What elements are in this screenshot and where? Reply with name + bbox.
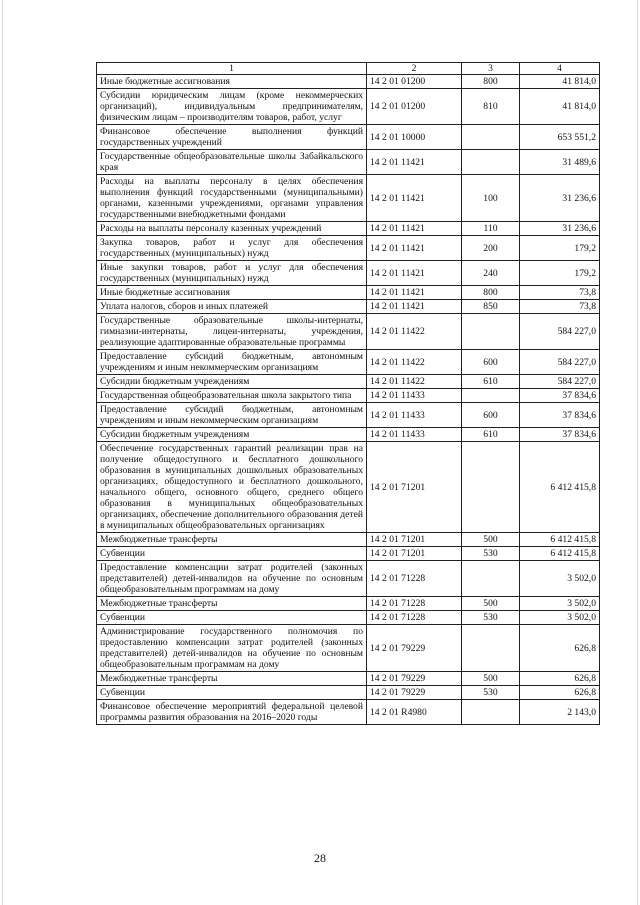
table-row bbox=[97, 533, 600, 547]
table-row bbox=[97, 261, 600, 286]
row-amount: 584 227,0 bbox=[520, 375, 600, 389]
row-target-code: 14 2 01 11422 bbox=[367, 314, 462, 350]
table-row bbox=[97, 611, 600, 625]
row-target-code: 14 2 01 71228 bbox=[367, 561, 462, 597]
table-row bbox=[97, 89, 600, 125]
row-expense-type: 500 bbox=[462, 672, 520, 686]
table-row bbox=[97, 403, 600, 428]
table-row bbox=[97, 442, 600, 533]
table-row bbox=[97, 389, 600, 403]
row-expense-type bbox=[462, 625, 520, 672]
row-name: Межбюджетные трансферты bbox=[97, 533, 367, 547]
row-amount: 3 502,0 bbox=[520, 597, 600, 611]
row-amount: 3 502,0 bbox=[520, 561, 600, 597]
row-name: Предоставление компенсации затрат родителей (законных представителей) детей-инвалидов на обучение по основным общеобразовательным программам на дому bbox=[97, 561, 367, 597]
row-name: Закупка товаров, работ и услуг для обеспечения государственных (муниципальных) нужд bbox=[97, 236, 367, 261]
row-name: Уплата налогов, сборов и иных платежей bbox=[97, 300, 367, 314]
budget-table bbox=[96, 62, 600, 725]
row-target-code: 14 2 01 79229 bbox=[367, 672, 462, 686]
row-expense-type: 240 bbox=[462, 261, 520, 286]
table-row bbox=[97, 125, 600, 150]
row-name: Обеспечение государственных гарантий реализации прав на получение общедоступного и бесплатного дошкольного образования в муниципальных дошкольных образовательных организациях, общедоступного и бесплатного дошкольного, начального общего, основного общего, среднего общего образования в муниципальных общеобразовательных организациях, обеспечение дополнительного образования детей в муниципальных общеобразовательных организациях bbox=[97, 442, 367, 533]
table-row bbox=[97, 561, 600, 597]
row-expense-type: 500 bbox=[462, 533, 520, 547]
row-target-code: 14 2 01 10000 bbox=[367, 125, 462, 150]
row-name: Иные бюджетные ассигнования bbox=[97, 286, 367, 300]
row-expense-type bbox=[462, 314, 520, 350]
row-target-code: 14 2 01 11421 bbox=[367, 286, 462, 300]
row-target-code: 14 2 01 11433 bbox=[367, 389, 462, 403]
row-amount: 31 236,6 bbox=[520, 175, 600, 222]
row-amount: 37 834,6 bbox=[520, 403, 600, 428]
row-target-code: 14 2 01 11421 bbox=[367, 150, 462, 175]
table-row bbox=[97, 314, 600, 350]
table-row bbox=[97, 625, 600, 672]
row-target-code: 14 2 01 11422 bbox=[367, 375, 462, 389]
header-col-1: 1 bbox=[97, 63, 367, 75]
table-row bbox=[97, 597, 600, 611]
row-amount: 179,2 bbox=[520, 261, 600, 286]
row-expense-type: 600 bbox=[462, 403, 520, 428]
row-expense-type: 530 bbox=[462, 547, 520, 561]
row-target-code: 14 2 01 01200 bbox=[367, 75, 462, 89]
table-header-row bbox=[97, 63, 600, 75]
table-row bbox=[97, 300, 600, 314]
row-name: Межбюджетные трансферты bbox=[97, 597, 367, 611]
row-expense-type: 200 bbox=[462, 236, 520, 261]
table-row bbox=[97, 236, 600, 261]
header-col-2: 2 bbox=[367, 63, 462, 75]
row-amount: 31 489,6 bbox=[520, 150, 600, 175]
row-name: Субвенции bbox=[97, 686, 367, 700]
row-amount: 73,8 bbox=[520, 286, 600, 300]
row-name: Субвенции bbox=[97, 547, 367, 561]
row-target-code: 14 2 01 71228 bbox=[367, 611, 462, 625]
row-expense-type: 800 bbox=[462, 286, 520, 300]
row-amount: 37 834,6 bbox=[520, 389, 600, 403]
table-row bbox=[97, 428, 600, 442]
row-name: Предоставление субсидий бюджетным, автономным учреждениям и иным некоммерческим организациям bbox=[97, 350, 367, 375]
row-expense-type bbox=[462, 389, 520, 403]
row-target-code: 14 2 01 79229 bbox=[367, 686, 462, 700]
row-name: Государственные общеобразовательные школы Забайкальского края bbox=[97, 150, 367, 175]
row-amount: 41 814,0 bbox=[520, 89, 600, 125]
row-amount: 6 412 415,8 bbox=[520, 533, 600, 547]
table-row bbox=[97, 222, 600, 236]
row-expense-type: 850 bbox=[462, 300, 520, 314]
row-name: Субвенции bbox=[97, 611, 367, 625]
row-target-code: 14 2 01 11433 bbox=[367, 403, 462, 428]
scan-edge-left bbox=[2, 0, 3, 905]
row-expense-type bbox=[462, 700, 520, 725]
row-target-code: 14 2 01 11421 bbox=[367, 222, 462, 236]
header-col-3: 3 bbox=[462, 63, 520, 75]
row-target-code: 14 2 01 01200 bbox=[367, 89, 462, 125]
page-number: 28 bbox=[314, 851, 326, 865]
row-name: Субсидии юридическим лицам (кроме некоммерческих организаций), индивидуальным предпринимателям, физическим лицам – производителям товаров, работ, услуг bbox=[97, 89, 367, 125]
row-amount: 3 502,0 bbox=[520, 611, 600, 625]
row-target-code: 14 2 01 71201 bbox=[367, 533, 462, 547]
row-target-code: 14 2 01 11421 bbox=[367, 261, 462, 286]
row-name: Иные закупки товаров, работ и услуг для обеспечения государственных (муниципальных) нужд bbox=[97, 261, 367, 286]
row-name: Предоставление субсидий бюджетным, автономным учреждениям и иным некоммерческим организациям bbox=[97, 403, 367, 428]
row-name: Государственная общеобразовательная школа закрытого типа bbox=[97, 389, 367, 403]
table-row bbox=[97, 75, 600, 89]
row-name: Расходы на выплаты персоналу в целях обеспечения выполнения функций государственными (муниципальными) органами, казенными учреждениями, органами управления государственными внебюджетными фондами bbox=[97, 175, 367, 222]
table-row bbox=[97, 286, 600, 300]
row-expense-type: 530 bbox=[462, 686, 520, 700]
table-row bbox=[97, 150, 600, 175]
row-expense-type: 800 bbox=[462, 75, 520, 89]
table-row bbox=[97, 375, 600, 389]
row-target-code: 14 2 01 11422 bbox=[367, 350, 462, 375]
row-target-code: 14 2 01 71201 bbox=[367, 547, 462, 561]
row-name: Расходы на выплаты персоналу казенных учреждений bbox=[97, 222, 367, 236]
row-amount: 41 814,0 bbox=[520, 75, 600, 89]
row-target-code: 14 2 01 R4980 bbox=[367, 700, 462, 725]
row-amount: 2 143,0 bbox=[520, 700, 600, 725]
row-amount: 653 551,2 bbox=[520, 125, 600, 150]
row-amount: 6 412 415,8 bbox=[520, 547, 600, 561]
row-target-code: 14 2 01 71201 bbox=[367, 442, 462, 533]
row-expense-type: 600 bbox=[462, 350, 520, 375]
row-name: Администрирование государственного полномочия по предоставлению компенсации затрат родителей (законных представителей) детей-инвалидов на обучение по основным общеобразовательным программам на дому bbox=[97, 625, 367, 672]
row-name: Государственные образовательные школы-интернаты, гимназии-интернаты, лицеи-интернаты, учреждения, реализующие адаптированные образовательные программы bbox=[97, 314, 367, 350]
row-amount: 626,8 bbox=[520, 672, 600, 686]
row-target-code: 14 2 01 11421 bbox=[367, 236, 462, 261]
scan-edge-right bbox=[637, 0, 638, 905]
row-expense-type bbox=[462, 125, 520, 150]
table-row bbox=[97, 686, 600, 700]
row-amount: 584 227,0 bbox=[520, 314, 600, 350]
row-name: Финансовое обеспечение выполнения функций государственных учреждений bbox=[97, 125, 367, 150]
row-expense-type: 110 bbox=[462, 222, 520, 236]
row-target-code: 14 2 01 11421 bbox=[367, 300, 462, 314]
row-target-code: 14 2 01 11421 bbox=[367, 175, 462, 222]
row-target-code: 14 2 01 71228 bbox=[367, 597, 462, 611]
row-expense-type: 500 bbox=[462, 597, 520, 611]
row-name: Субсидии бюджетным учреждениям bbox=[97, 428, 367, 442]
header-col-4: 4 bbox=[520, 63, 600, 75]
table-row bbox=[97, 672, 600, 686]
row-amount: 73,8 bbox=[520, 300, 600, 314]
row-amount: 626,8 bbox=[520, 686, 600, 700]
table-row bbox=[97, 350, 600, 375]
row-amount: 179,2 bbox=[520, 236, 600, 261]
table-row bbox=[97, 700, 600, 725]
table-row bbox=[97, 547, 600, 561]
row-target-code: 14 2 01 79229 bbox=[367, 625, 462, 672]
row-amount: 584 227,0 bbox=[520, 350, 600, 375]
row-expense-type bbox=[462, 442, 520, 533]
row-name: Субсидии бюджетным учреждениям bbox=[97, 375, 367, 389]
row-amount: 6 412 415,8 bbox=[520, 442, 600, 533]
row-expense-type: 100 bbox=[462, 175, 520, 222]
row-name: Иные бюджетные ассигнования bbox=[97, 75, 367, 89]
row-amount: 626,8 bbox=[520, 625, 600, 672]
table-row bbox=[97, 175, 600, 222]
row-target-code: 14 2 01 11433 bbox=[367, 428, 462, 442]
row-expense-type: 530 bbox=[462, 611, 520, 625]
row-expense-type bbox=[462, 561, 520, 597]
row-expense-type: 610 bbox=[462, 375, 520, 389]
row-name: Межбюджетные трансферты bbox=[97, 672, 367, 686]
row-expense-type bbox=[462, 150, 520, 175]
row-name: Финансовое обеспечение мероприятий федеральной целевой программы развития образования на 2016–2020 годы bbox=[97, 700, 367, 725]
row-amount: 31 236,6 bbox=[520, 222, 600, 236]
row-expense-type: 810 bbox=[462, 89, 520, 125]
row-amount: 37 834,6 bbox=[520, 428, 600, 442]
row-expense-type: 610 bbox=[462, 428, 520, 442]
